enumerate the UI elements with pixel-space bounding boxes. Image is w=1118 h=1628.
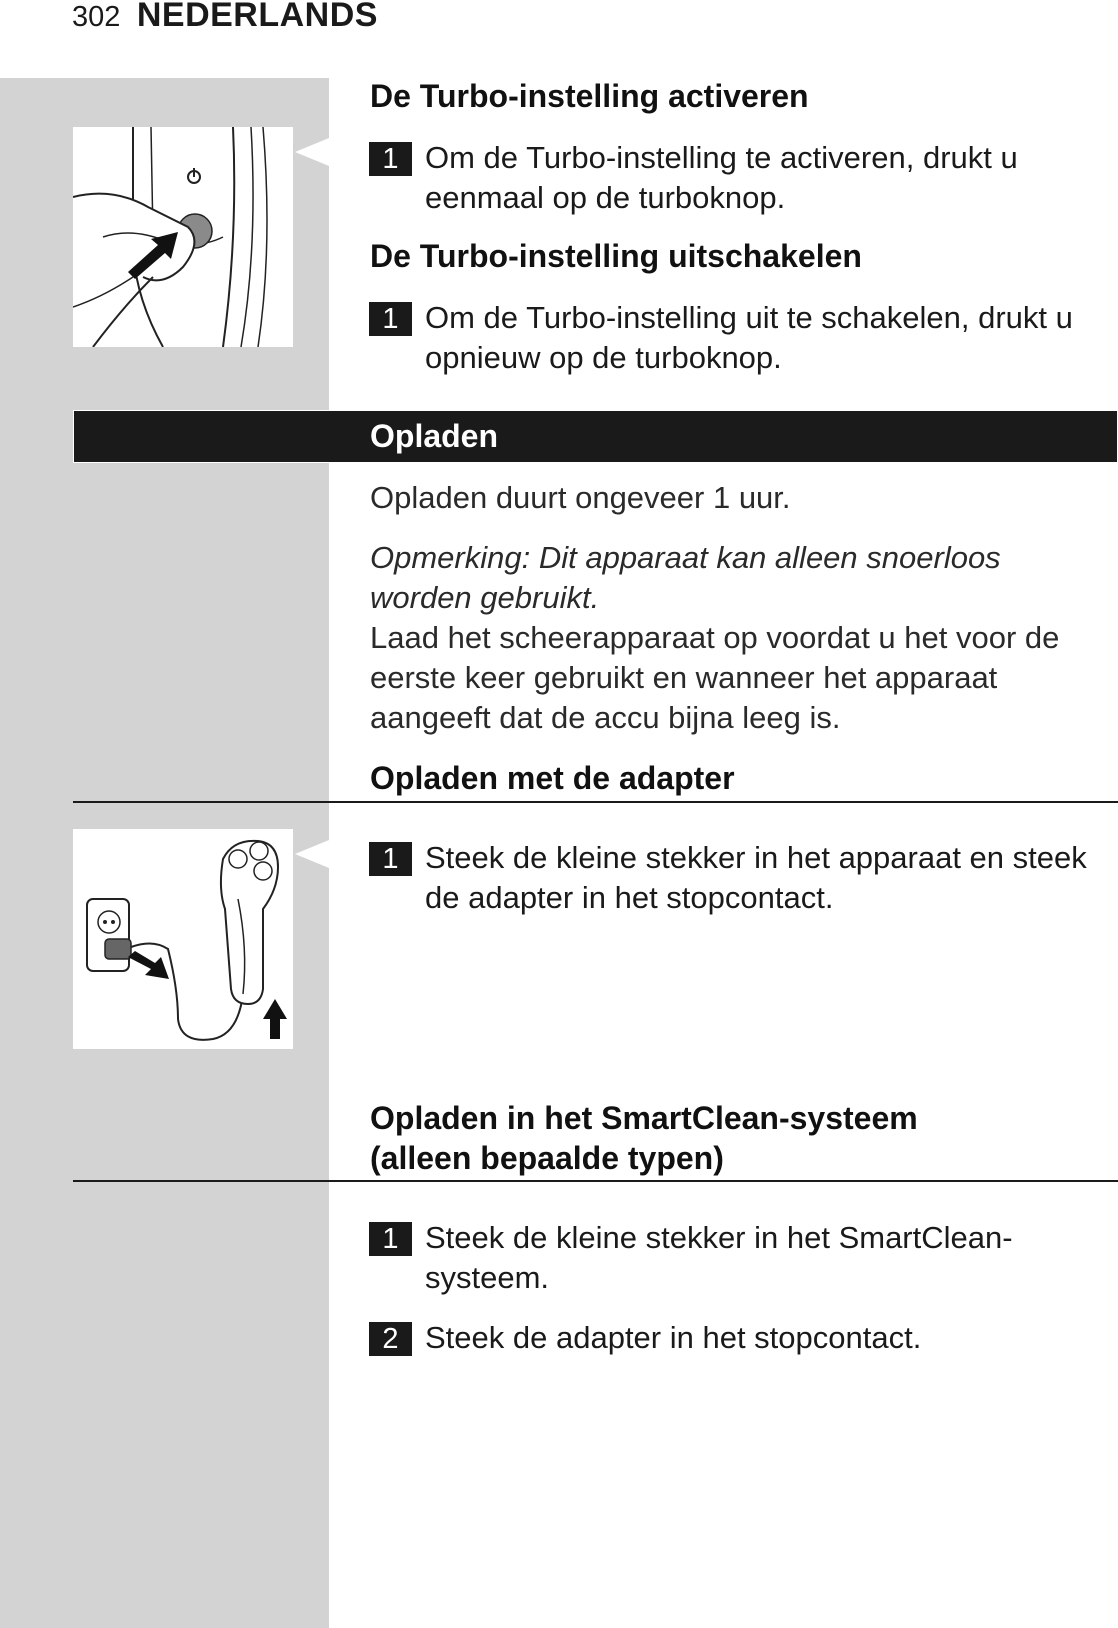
divider-rule	[73, 1180, 1118, 1182]
heading-smartclean	[370, 1098, 918, 1178]
section-title-charging: Opladen	[370, 418, 499, 454]
heading-turbo-activate: De Turbo-instelling activeren	[370, 78, 809, 114]
step-number: 1	[369, 142, 412, 176]
divider-rule	[73, 801, 1118, 803]
step-smartclean-2	[369, 1318, 1117, 1358]
step-turbo-deactivate-1	[369, 298, 1117, 378]
step-turbo-activate-1	[369, 138, 1117, 218]
figure-pointer	[295, 840, 329, 868]
turbo-button-drawing	[73, 127, 293, 347]
charging-paragraph: Laad het scheerapparaat op voordat u het voor de eerste keer gebruikt en wanneer het apparaat aangeeft dat de accu bijna leeg is.	[370, 620, 1060, 735]
step-text: Om de Turbo-instelling uit te schakelen, drukt u opnieuw op de turboknop.	[425, 300, 1073, 375]
step-text: Steek de kleine stekker in het apparaat en steek de adapter in het stopcontact.	[425, 840, 1087, 915]
section-band-charging	[73, 410, 1118, 463]
page-number: 302	[72, 1, 121, 33]
charging-note: Opmerking: Dit apparaat kan alleen snoerloos worden gebruikt.	[370, 540, 1001, 615]
heading-turbo-deactivate: De Turbo-instelling uitschakelen	[370, 238, 862, 274]
step-number: 2	[369, 1322, 412, 1356]
heading-adapter: Opladen met de adapter	[370, 760, 735, 796]
step-number: 1	[369, 1222, 412, 1256]
page-header	[72, 0, 378, 36]
heading-smartclean-line2: (alleen bepaalde typen)	[370, 1140, 724, 1176]
step-text: Om de Turbo-instelling te activeren, drukt u eenmaal op de turboknop.	[425, 140, 1018, 215]
step-text: Steek de kleine stekker in het SmartClean-systeem.	[425, 1220, 1013, 1295]
step-number: 1	[369, 842, 412, 876]
step-number: 1	[369, 302, 412, 336]
turbo-button-illustration	[73, 127, 293, 347]
charging-duration: Opladen duurt ongeveer 1 uur.	[370, 480, 791, 515]
step-text: Steek de adapter in het stopcontact.	[425, 1320, 922, 1355]
heading-smartclean-line1: Opladen in het SmartClean-systeem	[370, 1100, 918, 1136]
shaver-adapter-illustration	[73, 829, 293, 1049]
figure-pointer	[295, 138, 329, 166]
shaver-adapter-drawing	[73, 829, 293, 1049]
step-smartclean-1	[369, 1218, 1117, 1298]
language-title: NEDERLANDS	[136, 0, 378, 34]
step-adapter-1	[369, 838, 1117, 918]
